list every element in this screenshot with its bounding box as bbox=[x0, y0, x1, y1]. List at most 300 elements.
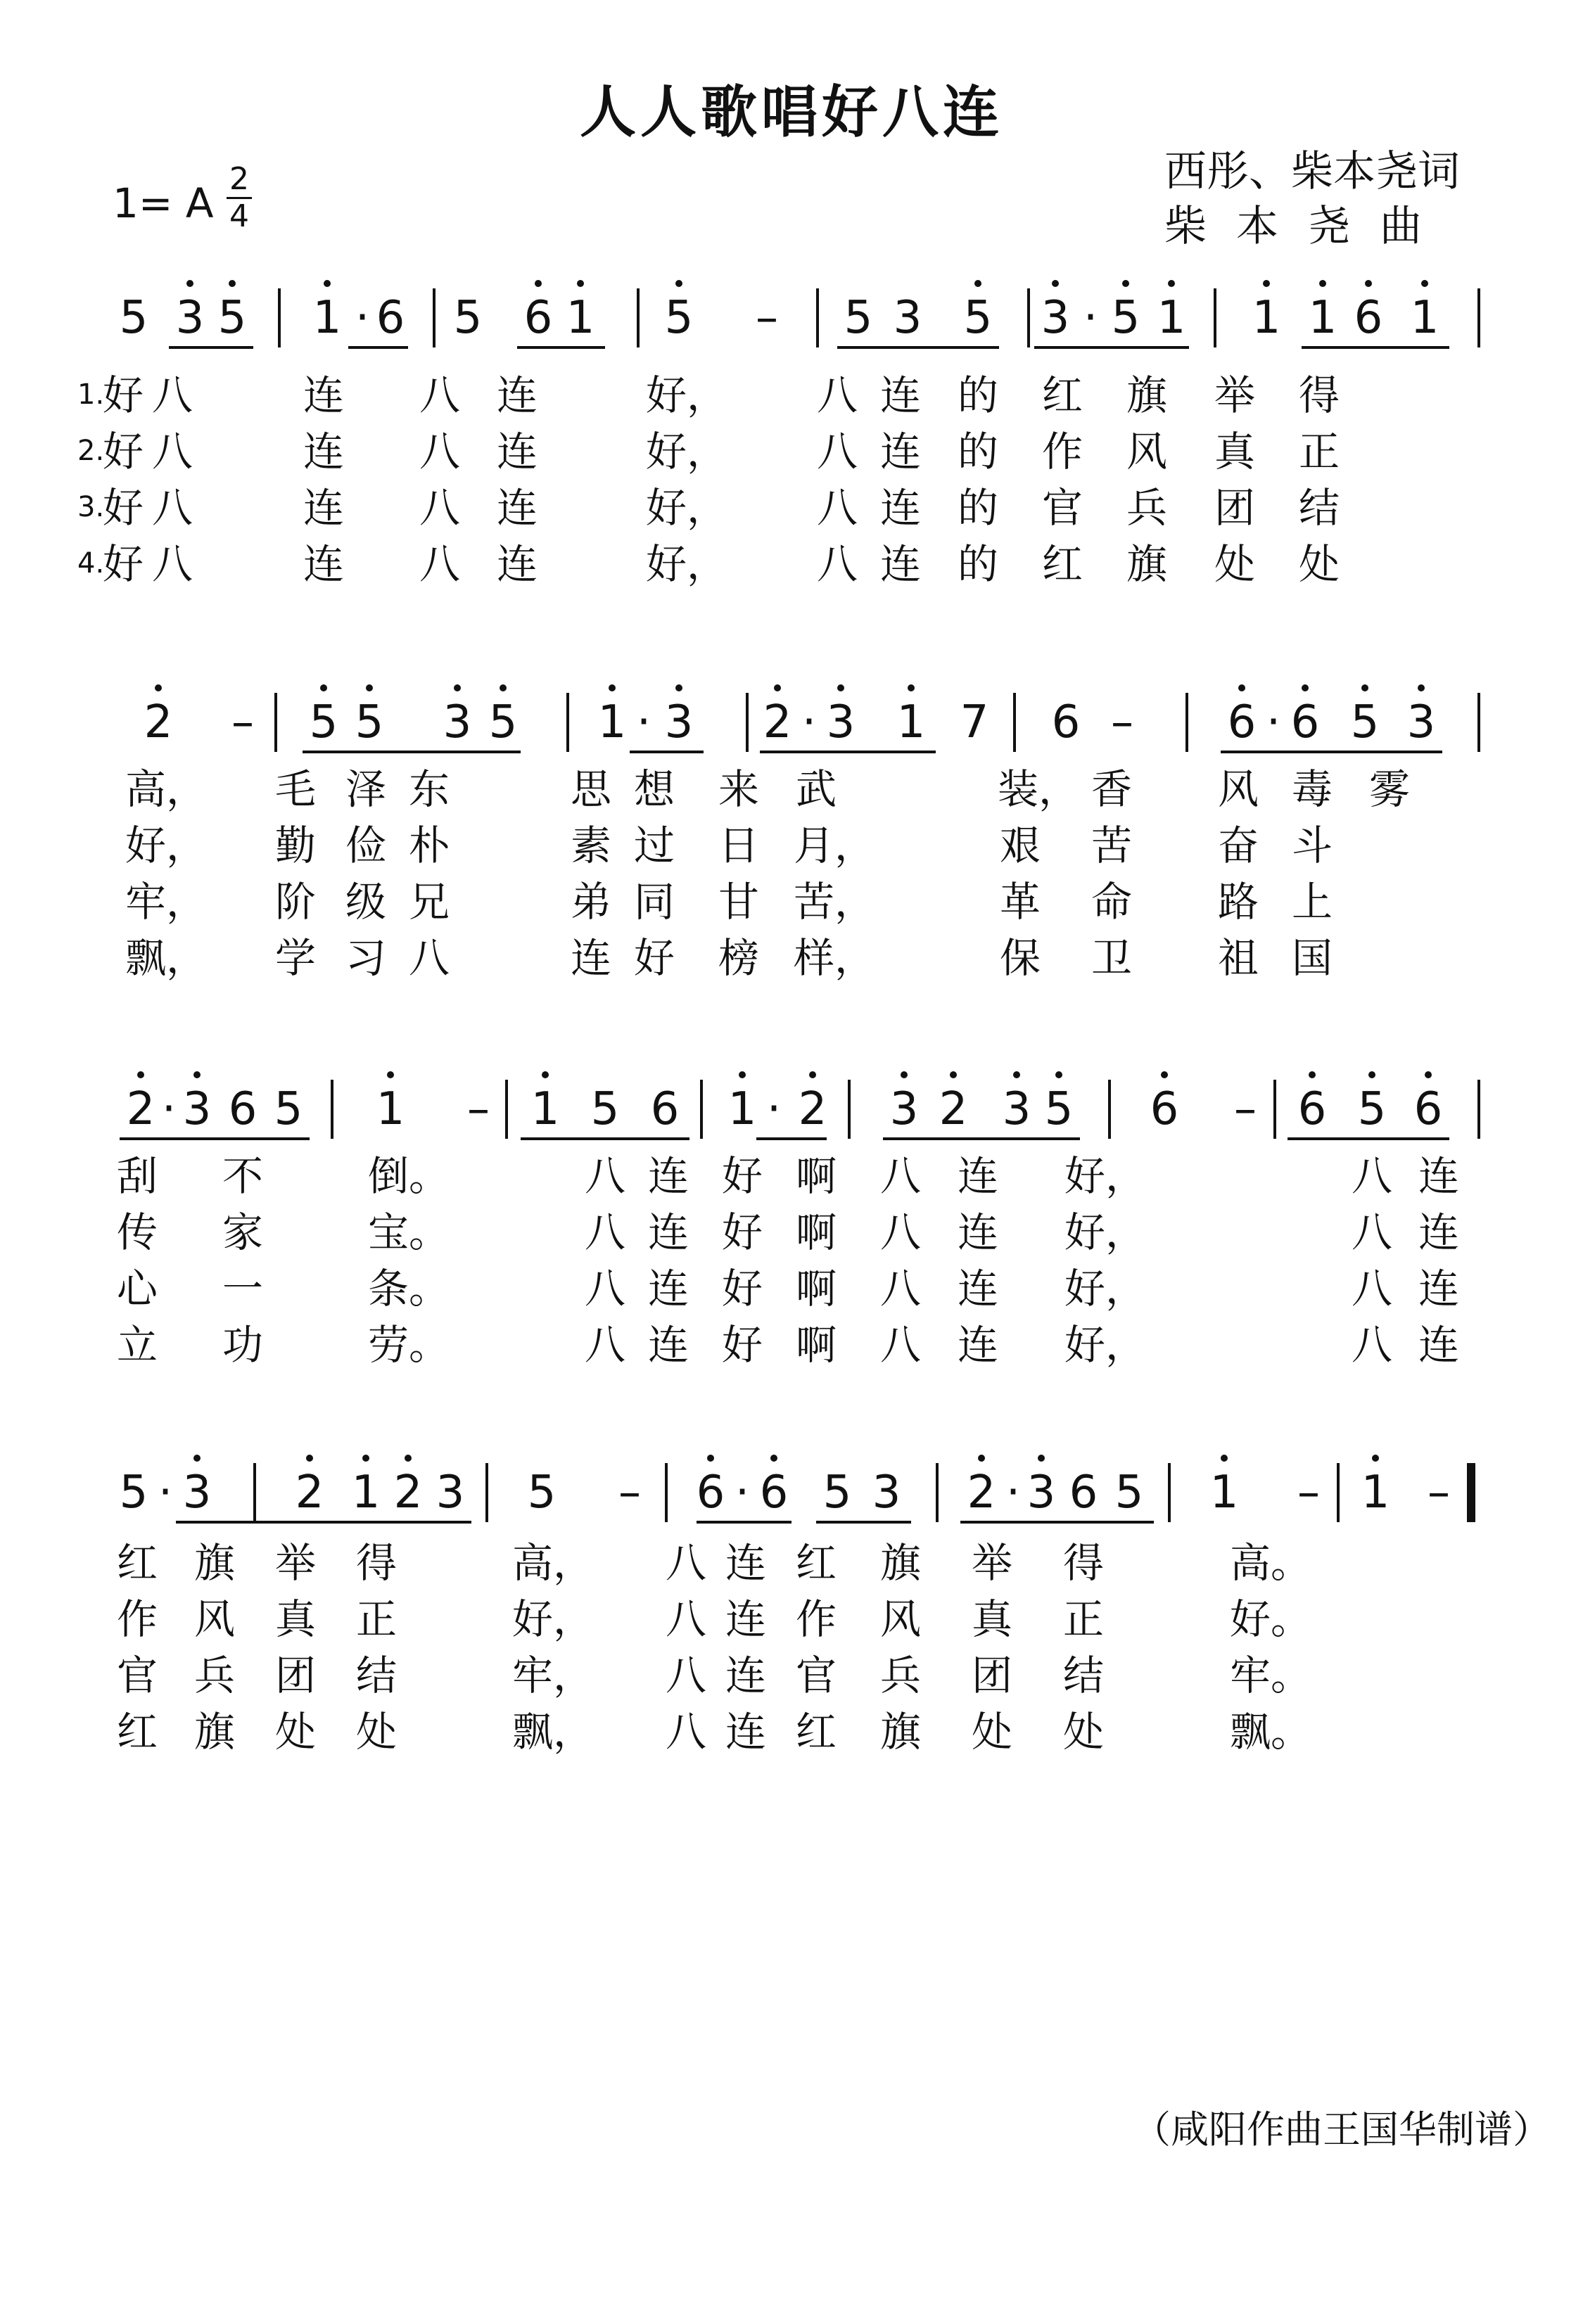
lyric-char: 装， bbox=[998, 765, 1080, 813]
barline bbox=[1337, 1463, 1340, 1522]
lyric-char: 香 bbox=[1091, 765, 1132, 813]
note: – bbox=[231, 696, 254, 748]
note: 2 bbox=[790, 1080, 835, 1139]
lyric-char: 俭 bbox=[345, 822, 386, 869]
octave-dot bbox=[1161, 1071, 1168, 1078]
note: 6 bbox=[688, 1463, 733, 1522]
lyric-char: 举 bbox=[971, 1539, 1012, 1587]
lyric-char: 好， bbox=[646, 428, 728, 475]
lyric-char: 官 bbox=[1041, 484, 1083, 532]
lyric-char: 团 bbox=[274, 1652, 316, 1699]
octave-dot bbox=[137, 1071, 144, 1078]
lyric-char: 思 bbox=[570, 765, 611, 813]
lyric-char: 连 bbox=[725, 1652, 766, 1699]
lyric-char: 举 bbox=[1214, 371, 1255, 419]
octave-dot bbox=[675, 684, 682, 691]
octave-dot bbox=[535, 280, 542, 287]
note: 5 bbox=[822, 1467, 852, 1519]
lyric-char: 苦， bbox=[794, 878, 876, 926]
lyric-char: 的 bbox=[957, 371, 998, 419]
octave-dot bbox=[454, 684, 461, 691]
lyric-char: 连 bbox=[303, 540, 344, 588]
note: 1 bbox=[368, 1080, 413, 1139]
barline bbox=[566, 693, 569, 752]
note: 3 bbox=[174, 1080, 220, 1139]
key-signature: 1= A bbox=[113, 179, 214, 227]
lyric-char: 好 bbox=[102, 484, 144, 532]
lyric-char: 结 bbox=[355, 1652, 397, 1699]
lyric-char: 旗 bbox=[1126, 371, 1167, 419]
lyric-char: 连 bbox=[496, 371, 538, 419]
lyric-char: 官 bbox=[795, 1652, 837, 1699]
lyric-char: 斗 bbox=[1291, 822, 1333, 869]
lyric-char: 连 bbox=[1418, 1265, 1459, 1313]
barline bbox=[1027, 288, 1030, 347]
beam-line bbox=[169, 346, 253, 349]
octave-dot bbox=[1319, 280, 1326, 287]
lyric-char: 功 bbox=[222, 1321, 263, 1369]
lyric-char: 八 bbox=[879, 1152, 921, 1200]
time-signature bbox=[227, 163, 252, 233]
lyric-char: 泽 bbox=[345, 765, 386, 813]
beam-line bbox=[760, 751, 936, 753]
barline bbox=[1477, 693, 1480, 752]
note: 2 bbox=[755, 693, 800, 752]
lyric-char: 正 bbox=[355, 1595, 397, 1643]
note: 1 bbox=[1244, 288, 1289, 347]
lyric-char: 风 bbox=[1217, 765, 1259, 813]
lyric-char: 八 bbox=[419, 540, 460, 588]
octave-dot bbox=[362, 1455, 369, 1462]
lyric-char: 八 bbox=[665, 1595, 706, 1643]
lyric-char: 八 bbox=[816, 484, 858, 532]
note: · bbox=[355, 292, 370, 344]
lyric-char: 得 bbox=[1298, 371, 1340, 419]
lyric-char: 连 bbox=[303, 484, 344, 532]
octave-dot bbox=[500, 684, 507, 691]
lyric-char: 高。 bbox=[1230, 1539, 1312, 1587]
note: 3 bbox=[656, 693, 701, 752]
verse-number: 4. bbox=[77, 547, 105, 580]
octave-dot bbox=[809, 1071, 816, 1078]
lyric-char: 连 bbox=[647, 1321, 689, 1369]
lyric-char: 日 bbox=[718, 822, 759, 869]
lyric-char: 连 bbox=[496, 428, 538, 475]
lyric-char: 红 bbox=[116, 1708, 158, 1756]
lyric-char: 级 bbox=[345, 878, 386, 926]
lyric-char: 想 bbox=[633, 765, 675, 813]
lyric-char: 啊 bbox=[795, 1265, 837, 1313]
note: · bbox=[1005, 1467, 1021, 1519]
note: 3 bbox=[882, 1080, 927, 1139]
lyric-char: 八 bbox=[1351, 1321, 1392, 1369]
note: 5 bbox=[1103, 288, 1148, 347]
lyric-char: 旗 bbox=[193, 1539, 235, 1587]
lyric-char: 卫 bbox=[1091, 934, 1132, 982]
lyric-char: 八 bbox=[816, 371, 858, 419]
lyric-char: 红 bbox=[116, 1539, 158, 1587]
lyric-char: 飘。 bbox=[1230, 1708, 1312, 1756]
lyric-char: 结 bbox=[1298, 484, 1340, 532]
lyric-char: 团 bbox=[971, 1652, 1012, 1699]
lyric-char: 阶 bbox=[274, 878, 316, 926]
lyric-char: 命 bbox=[1091, 878, 1132, 926]
credits bbox=[1164, 144, 1460, 254]
barline bbox=[485, 1463, 488, 1522]
barline bbox=[433, 288, 436, 347]
lyric-char: 牢， bbox=[512, 1652, 595, 1699]
barline bbox=[1013, 693, 1016, 752]
lyric-char: 八 bbox=[584, 1208, 625, 1256]
barline bbox=[700, 1080, 703, 1139]
note: 5 bbox=[1342, 693, 1387, 752]
beam-line bbox=[1347, 346, 1449, 349]
beam-line bbox=[1288, 1137, 1449, 1140]
lyric-char: 飘， bbox=[125, 934, 208, 982]
note: 1 bbox=[343, 1463, 388, 1522]
octave-dot bbox=[974, 280, 981, 287]
lyric-char: 连 bbox=[1418, 1321, 1459, 1369]
lyric-char: 八 bbox=[151, 484, 193, 532]
lyric-char: 八 bbox=[665, 1539, 706, 1587]
octave-dot bbox=[405, 1455, 412, 1462]
note: · bbox=[636, 696, 651, 748]
note: 5 bbox=[1036, 1080, 1081, 1139]
lyric-char: 雾 bbox=[1368, 765, 1410, 813]
octave-dot bbox=[1122, 280, 1129, 287]
lyric-char: 八 bbox=[151, 428, 193, 475]
note: 3 bbox=[1019, 1463, 1064, 1522]
lyric-char: 兵 bbox=[879, 1652, 921, 1699]
beam-line bbox=[756, 1137, 827, 1140]
lyric-char: 好 bbox=[102, 428, 144, 475]
lyric-char: 好， bbox=[646, 371, 728, 419]
lyric-char: 高， bbox=[125, 765, 208, 813]
octave-dot bbox=[1418, 684, 1425, 691]
lyric-char: 连 bbox=[957, 1265, 998, 1313]
lyric-char: 连 bbox=[957, 1152, 998, 1200]
barline bbox=[505, 1080, 508, 1139]
lyric-char: 兵 bbox=[1126, 484, 1167, 532]
lyric-char: 路 bbox=[1217, 878, 1259, 926]
lyric-char: 祖 bbox=[1217, 934, 1259, 982]
lyric-char: 素 bbox=[570, 822, 611, 869]
lyric-char: 处 bbox=[971, 1708, 1012, 1756]
barline bbox=[1108, 1080, 1111, 1139]
note: 3 bbox=[1399, 693, 1444, 752]
octave-dot bbox=[320, 684, 327, 691]
lyric-char: 好， bbox=[1064, 1321, 1147, 1369]
note: 1 bbox=[889, 693, 934, 752]
octave-dot bbox=[675, 280, 682, 287]
octave-dot bbox=[774, 684, 781, 691]
lyric-char: 兵 bbox=[193, 1652, 235, 1699]
note: 1 bbox=[523, 1080, 568, 1139]
lyric-char: 红 bbox=[795, 1539, 837, 1587]
note: 5 bbox=[453, 292, 483, 344]
note: 3 bbox=[174, 1463, 220, 1522]
lyric-char: 处 bbox=[1214, 540, 1255, 588]
note: 5 bbox=[1114, 1467, 1144, 1519]
note: · bbox=[158, 1467, 173, 1519]
lyric-char: 艰 bbox=[999, 822, 1041, 869]
barline bbox=[848, 1080, 851, 1139]
note: 5 bbox=[301, 693, 346, 752]
lyric-char: 八 bbox=[879, 1265, 921, 1313]
lyric-char: 奋 bbox=[1217, 822, 1259, 869]
octave-dot bbox=[1168, 280, 1175, 287]
time-sig-bottom: 4 bbox=[229, 198, 249, 234]
lyric-char: 传 bbox=[116, 1208, 158, 1256]
lyric-char: 得 bbox=[1062, 1539, 1104, 1587]
note: · bbox=[1083, 292, 1098, 344]
octave-dot bbox=[155, 684, 162, 691]
barline bbox=[274, 693, 277, 752]
note: 7 bbox=[960, 696, 989, 748]
barline bbox=[1185, 693, 1188, 752]
composer: 柴本尧曲 bbox=[1164, 202, 1451, 251]
beam-line bbox=[517, 346, 605, 349]
note: 3 bbox=[872, 1467, 901, 1519]
lyricist: 西彤、柴本尧词 bbox=[1164, 147, 1460, 196]
octave-dot bbox=[1425, 1071, 1432, 1078]
lyric-char: 好， bbox=[1064, 1152, 1147, 1200]
note: 1 bbox=[558, 288, 603, 347]
note: 1 bbox=[1353, 1463, 1398, 1522]
lyric-char: 八 bbox=[151, 371, 193, 419]
octave-dot bbox=[542, 1071, 549, 1078]
time-sig-top: 2 bbox=[229, 161, 249, 197]
note: 2 bbox=[959, 1463, 1004, 1522]
song-title: 人人歌唱好八连 bbox=[580, 79, 1003, 145]
lyric-char: 习 bbox=[345, 934, 386, 982]
octave-dot bbox=[770, 1455, 777, 1462]
lyric-char: 连 bbox=[879, 371, 921, 419]
lyric-char: 红 bbox=[795, 1708, 837, 1756]
note: 5 bbox=[656, 288, 701, 347]
beam-line bbox=[348, 346, 408, 349]
lyric-char: 连 bbox=[647, 1208, 689, 1256]
lyric-char: 八 bbox=[816, 428, 858, 475]
note: 6 bbox=[376, 292, 405, 344]
octave-dot bbox=[739, 1071, 746, 1078]
lyric-char: 倒。 bbox=[368, 1152, 450, 1200]
lyric-char: 啊 bbox=[795, 1321, 837, 1369]
note: 5 bbox=[844, 292, 873, 344]
note: 5 bbox=[347, 693, 392, 752]
lyric-char: 好， bbox=[512, 1595, 595, 1643]
octave-dot bbox=[1368, 1071, 1375, 1078]
beam-line bbox=[1221, 751, 1442, 753]
note: 6 bbox=[1219, 693, 1264, 752]
barline bbox=[1214, 288, 1216, 347]
lyric-char: 心 bbox=[116, 1265, 158, 1313]
footer-credit: （咸阳作曲王国华制谱） bbox=[1133, 2107, 1551, 2152]
octave-dot bbox=[1372, 1455, 1379, 1462]
note: 5 bbox=[119, 1467, 148, 1519]
barline bbox=[331, 1080, 333, 1139]
note: 6 bbox=[1069, 1467, 1098, 1519]
note: 2 bbox=[386, 1463, 431, 1522]
note: 2 bbox=[931, 1080, 976, 1139]
note: 6 bbox=[516, 288, 561, 347]
lyric-char: 旗 bbox=[879, 1539, 921, 1587]
note: – bbox=[1111, 696, 1133, 748]
octave-dot bbox=[387, 1071, 394, 1078]
lyric-char: 风 bbox=[193, 1595, 235, 1643]
lyric-char: 过 bbox=[633, 822, 675, 869]
note: 2 bbox=[136, 693, 181, 752]
note: – bbox=[1297, 1467, 1320, 1519]
barline bbox=[1168, 1463, 1171, 1522]
beam-line bbox=[630, 751, 704, 753]
lyric-char: 刮 bbox=[116, 1152, 158, 1200]
lyric-char: 正 bbox=[1298, 428, 1340, 475]
lyric-char: 作 bbox=[795, 1595, 837, 1643]
lyric-char: 作 bbox=[1041, 428, 1083, 475]
octave-dot bbox=[577, 280, 584, 287]
lyric-char: 一 bbox=[222, 1265, 263, 1313]
lyric-char: 连 bbox=[303, 371, 344, 419]
note: 3 bbox=[994, 1080, 1039, 1139]
note: 6 bbox=[1142, 1080, 1187, 1139]
lyric-char: 朴 bbox=[408, 822, 450, 869]
lyric-char: 好， bbox=[125, 822, 208, 869]
lyric-char: 官 bbox=[116, 1652, 158, 1699]
lyric-char: 结 bbox=[1062, 1652, 1104, 1699]
note: 6 bbox=[1406, 1080, 1451, 1139]
lyric-char: 不 bbox=[222, 1152, 263, 1200]
lyric-char: 八 bbox=[584, 1265, 625, 1313]
lyric-char: 八 bbox=[879, 1208, 921, 1256]
beam-line bbox=[303, 751, 521, 753]
octave-dot bbox=[324, 280, 331, 287]
octave-dot bbox=[1309, 1071, 1316, 1078]
barline bbox=[253, 1463, 256, 1522]
lyric-char: 兄 bbox=[408, 878, 450, 926]
note: – bbox=[618, 1467, 641, 1519]
lyric-char: 连 bbox=[879, 428, 921, 475]
lyric-char: 好， bbox=[646, 484, 728, 532]
lyric-char: 处 bbox=[274, 1708, 316, 1756]
lyric-char: 武 bbox=[795, 765, 837, 813]
note: 1 bbox=[305, 288, 350, 347]
lyric-char: 八 bbox=[419, 428, 460, 475]
lyric-char: 团 bbox=[1214, 484, 1255, 532]
octave-dot bbox=[609, 684, 616, 691]
lyric-char: 立 bbox=[116, 1321, 158, 1369]
lyric-char: 高， bbox=[512, 1539, 595, 1587]
beam-line bbox=[176, 1521, 471, 1524]
lyric-char: 正 bbox=[1062, 1595, 1104, 1643]
note: – bbox=[1234, 1083, 1257, 1135]
lyric-char: 处 bbox=[1062, 1708, 1104, 1756]
barline bbox=[1273, 1080, 1276, 1139]
lyric-char: 连 bbox=[957, 1321, 998, 1369]
lyric-char: 的 bbox=[957, 428, 998, 475]
lyric-char: 同 bbox=[633, 878, 675, 926]
octave-dot bbox=[193, 1071, 201, 1078]
lyric-char: 苦 bbox=[1091, 822, 1132, 869]
barline bbox=[1477, 1080, 1480, 1139]
lyric-char: 旗 bbox=[193, 1708, 235, 1756]
lyric-char: 勤 bbox=[274, 822, 316, 869]
lyric-char: 啊 bbox=[795, 1152, 837, 1200]
barline bbox=[746, 693, 749, 752]
lyric-char: 牢。 bbox=[1230, 1652, 1312, 1699]
note: 3 bbox=[436, 1467, 465, 1519]
barline bbox=[936, 1463, 939, 1522]
lyric-char: 学 bbox=[274, 934, 316, 982]
beam-line bbox=[960, 1521, 1154, 1524]
lyric-char: 八 bbox=[584, 1321, 625, 1369]
beam-line bbox=[521, 1137, 689, 1140]
lyric-char: 劳。 bbox=[368, 1321, 450, 1369]
octave-dot bbox=[186, 280, 193, 287]
beam-line bbox=[120, 1137, 310, 1140]
lyric-char: 八 bbox=[879, 1321, 921, 1369]
verse-number: 1. bbox=[77, 378, 105, 411]
lyric-char: 好 bbox=[721, 1321, 763, 1369]
beam-line bbox=[883, 1137, 1080, 1140]
note: 5 bbox=[590, 1083, 620, 1135]
octave-dot bbox=[837, 684, 844, 691]
octave-dot bbox=[908, 684, 915, 691]
note: – bbox=[1428, 1467, 1450, 1519]
lyric-char: 保 bbox=[999, 934, 1041, 982]
lyric-char: 连 bbox=[725, 1539, 766, 1587]
note: 5 bbox=[955, 288, 1000, 347]
lyric-char: 的 bbox=[957, 540, 998, 588]
beam-line bbox=[1034, 346, 1189, 349]
note: 5 bbox=[210, 288, 255, 347]
lyric-char: 好 bbox=[721, 1208, 763, 1256]
lyric-char: 东 bbox=[408, 765, 450, 813]
note: · bbox=[161, 1083, 177, 1135]
lyric-char: 八 bbox=[1351, 1208, 1392, 1256]
octave-dot bbox=[1013, 1071, 1020, 1078]
note: 1 bbox=[1149, 288, 1194, 347]
lyric-char: 八 bbox=[665, 1708, 706, 1756]
octave-dot bbox=[1361, 684, 1368, 691]
lyric-char: 连 bbox=[647, 1265, 689, 1313]
beam-line bbox=[697, 1521, 792, 1524]
note: 5 bbox=[119, 292, 148, 344]
barline bbox=[637, 288, 640, 347]
lyric-char: 风 bbox=[1126, 428, 1167, 475]
octave-dot bbox=[306, 1455, 313, 1462]
note: 3 bbox=[167, 288, 212, 347]
lyric-char: 毒 bbox=[1291, 765, 1333, 813]
lyric-char: 好， bbox=[1064, 1265, 1147, 1313]
lyric-char: 八 bbox=[419, 371, 460, 419]
lyric-char: 好， bbox=[646, 540, 728, 588]
note: · bbox=[735, 1467, 750, 1519]
note: 6 bbox=[1290, 1080, 1335, 1139]
lyric-char: 连 bbox=[303, 428, 344, 475]
lyric-char: 连 bbox=[570, 934, 611, 982]
lyric-char: 连 bbox=[1418, 1152, 1459, 1200]
lyric-char: 连 bbox=[496, 540, 538, 588]
lyric-char: 八 bbox=[816, 540, 858, 588]
lyric-char: 八 bbox=[584, 1152, 625, 1200]
lyric-char: 条。 bbox=[368, 1265, 450, 1313]
lyric-char: 连 bbox=[725, 1595, 766, 1643]
lyric-char: 旗 bbox=[1126, 540, 1167, 588]
beam-line bbox=[837, 346, 999, 349]
lyric-char: 好 bbox=[102, 371, 144, 419]
note: 5 bbox=[1349, 1080, 1394, 1139]
